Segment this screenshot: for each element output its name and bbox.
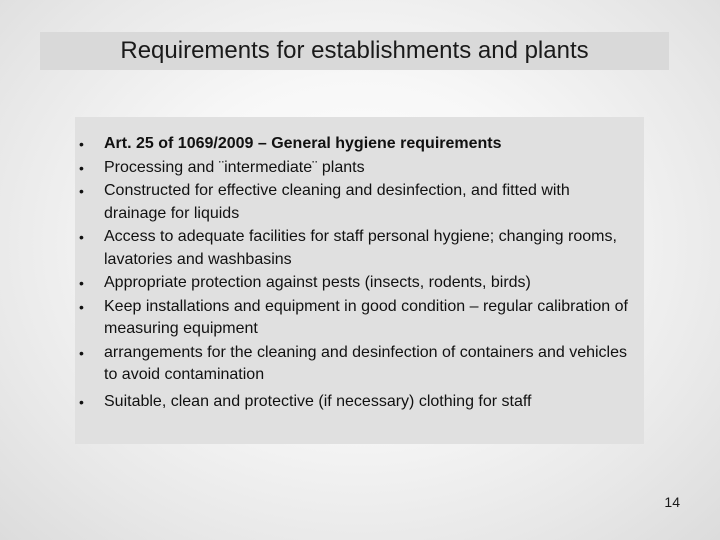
bullet-text: Appropriate protection against pests (insects, rodents, birds) <box>104 274 531 291</box>
bullet-text: Keep installations and equipment in good condition – regular calibration of measuring equipment <box>104 297 628 337</box>
list-item <box>75 180 630 225</box>
bullet-icon: • <box>79 393 84 410</box>
list-item <box>75 226 630 271</box>
list-item <box>75 391 630 414</box>
list-item <box>75 296 630 341</box>
bullet-text: arrangements for the cleaning and desinfection of containers and vehicles to avoid contamination <box>104 343 627 383</box>
bullet-text: Processing and ¨intermediate¨ plants <box>104 158 365 176</box>
bullet-text: Art. 25 of 1069/2009 – General hygiene requirements <box>104 135 502 152</box>
bullet-icon: • <box>79 344 84 361</box>
bullet-icon: • <box>79 136 84 152</box>
slide-title: Requirements for establishments and plants <box>120 37 589 64</box>
list-item <box>75 157 630 180</box>
bullet-list <box>75 133 630 413</box>
bullet-icon: • <box>79 298 84 315</box>
list-item <box>75 342 630 387</box>
bullet-icon: • <box>79 229 84 245</box>
bullet-icon: • <box>79 275 84 291</box>
content-box <box>75 117 644 444</box>
bullet-text: Access to adequate facilities for staff personal hygiene; changing rooms, lavatories and washbasins <box>104 228 617 268</box>
list-item <box>75 272 630 295</box>
title-bar <box>40 32 669 70</box>
bullet-icon: • <box>79 183 84 199</box>
bullet-text: Constructed for effective cleaning and desinfection, and fitted with drainage for liquids <box>104 182 570 222</box>
page-number: 14 <box>664 494 680 510</box>
bullet-text: Suitable, clean and protective (if necessary) clothing for staff <box>104 392 532 410</box>
list-item <box>75 133 630 156</box>
bullet-icon: • <box>79 159 84 176</box>
